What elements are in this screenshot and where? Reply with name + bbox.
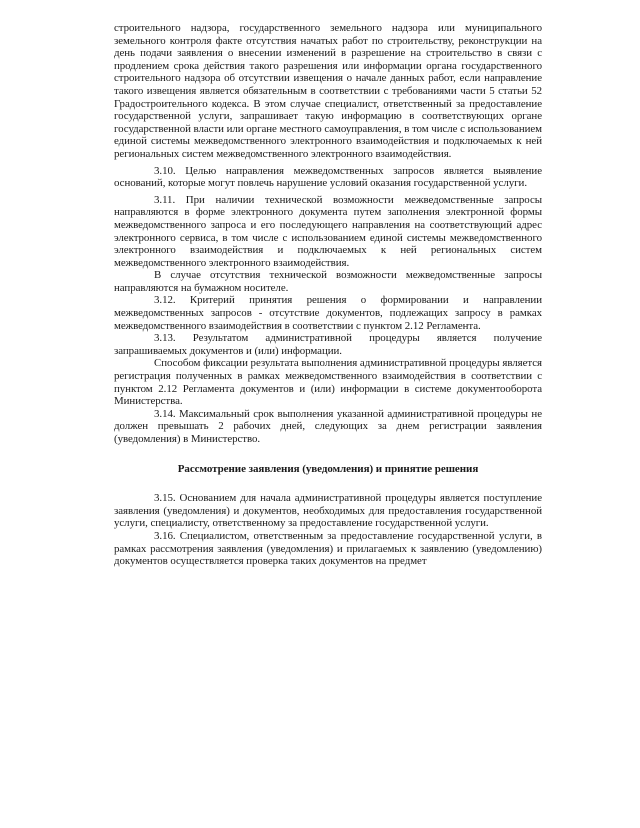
paragraph-3-13-fixation: Способом фиксации результата выполнения административной процедуры является регистрация полученных в рамках межведомственного взаимодействия в соответствии с пунктом 2.12 Регламента документов и (или) информации в системе документооборота Министерства.	[114, 357, 542, 408]
paragraph-3-10: 3.10. Целью направления межведомственных запросов является выявление оснований, которые могут повлечь нарушение условий оказания государственной услуги.	[114, 164, 542, 190]
document-body	[114, 22, 542, 568]
section-heading: Рассмотрение заявления (уведомления) и принятие решения	[177, 462, 479, 475]
paragraph-3-13: 3.13. Результатом административной процедуры является получение запрашиваемых документов и (или) информации.	[114, 332, 542, 357]
paragraph-3-16: 3.16. Специалистом, ответственным за предоставление государственной услуги, в рамках рассмотрения заявления (уведомления) и прилагаемых к заявлению (уведомлению) документов осуществляется проверка таких документов на предмет	[114, 529, 542, 568]
paragraph-3-11-paper: В случае отсутствия технической возможности межведомственные запросы направляются на бумажном носителе.	[114, 269, 542, 294]
paragraph-continuation: строительного надзора, государственного земельного надзора или муниципального земельного контроля факте отсутствия начатых работ по строительству, реконструкции на день подачи заявления о внесении изменений в разрешение на строительство в связи с продлением срока действия такого разрешения или информации органа государственного строительного надзора об отсутствии извещения о начале данных работ, если направление такого извещения является обязательным в соответствии с требованиями части 5 статьи 52 Градостроительного кодекса. В этом случае специалист, ответственный за предоставление государственной услуги, запрашивает такую информацию в соответствующих органе государственной власти или органе местного самоуправления, в том числе с использованием единой системы межведомственного электронного взаимодействия и подключаемых к ней региональных систем межведомственного электронного взаимодействия.	[114, 22, 542, 160]
paragraph-3-15: 3.15. Основанием для начала административной процедуры является поступление заявления (уведомления) и документов, необходимых для предоставления государственной услуги, специалисту, ответственному за предоставление государственной услуги.	[114, 492, 542, 530]
paragraph-3-14: 3.14. Максимальный срок выполнения указанной административной процедуры не должен превышать 2 рабочих дней, следующих за днем регистрации заявления (уведомления) в Министерство.	[114, 407, 542, 445]
paragraph-3-12: 3.12. Критерий принятия решения о формировании и направлении межведомственных запросов - отсутствие документов, подлежащих запросу в рамках межведомственного взаимодействия в соответствии с пунктом 2.12 Регламента.	[114, 294, 542, 332]
paragraph-3-11: 3.11. При наличии технической возможности межведомственные запросы направляются в форме электронного документа путем заполнения электронной формы межведомственного запроса и его последующего направления на соответствующий адрес электронного сервиса, в том числе с использованием единой системы межведомственного электронного взаимодействия и подключаемых к ней региональных систем межведомственного электронного взаимодействия.	[114, 193, 542, 269]
